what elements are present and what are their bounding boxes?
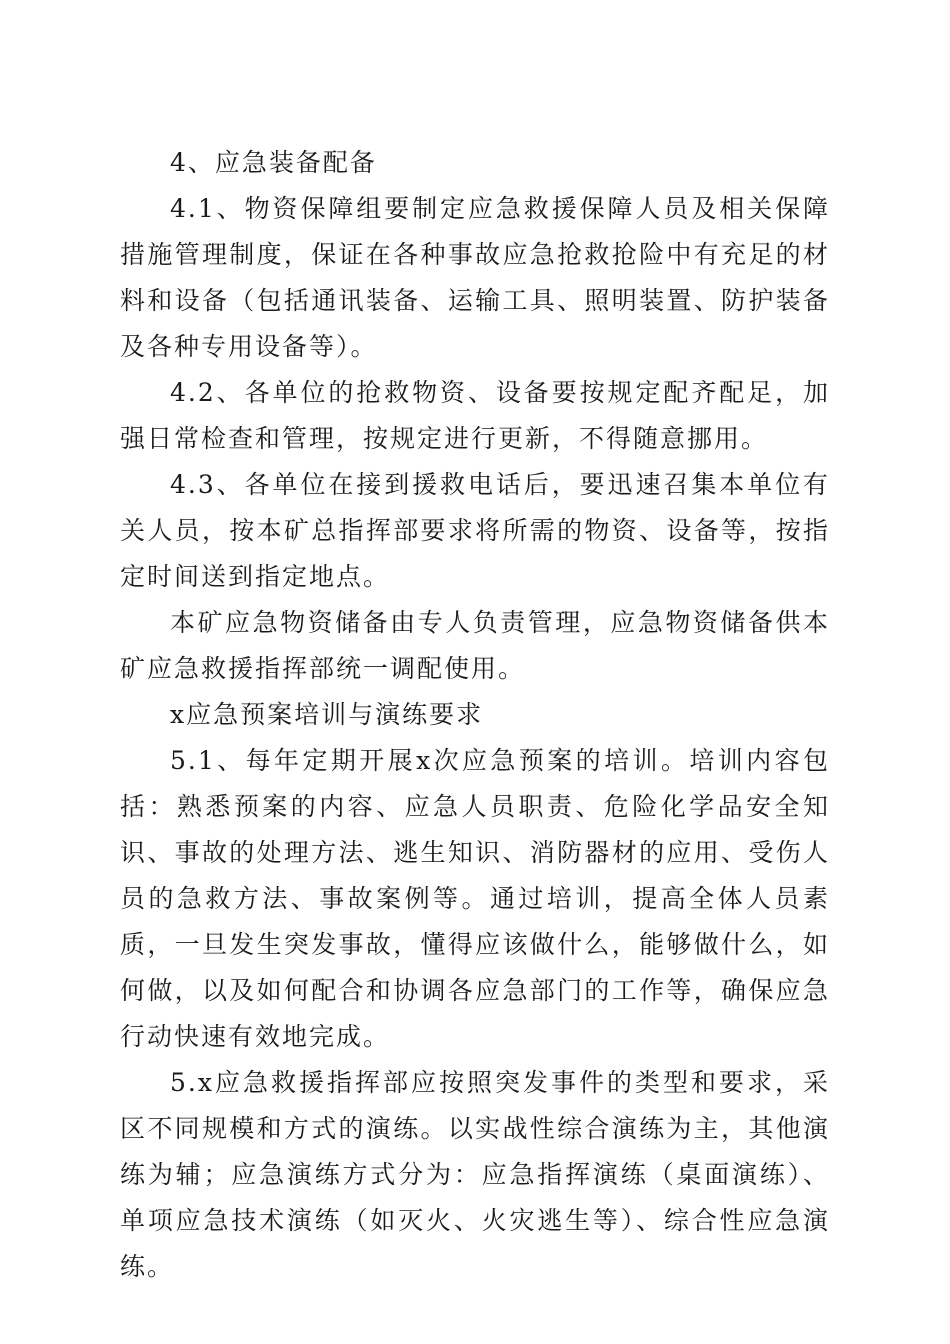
paragraph-4-2: 4.2、各单位的抢救物资、设备要按规定配齐配足，加强日常检查和管理，按规定进行更新，不得随意挪用。 <box>120 378 830 453</box>
paragraph-4-3: 4.3、各单位在接到援救电话后，要迅速召集本单位有关人员，按本矿总指挥部要求将所需的物资、设备等，按指定时间送到指定地点。 <box>120 470 830 591</box>
paragraph-5-x: 5.x应急救援指挥部应按照突发事件的类型和要求，采区不同规模和方式的演练。以实战性综合演练为主，其他演练为辅；应急演练方式分为：应急指挥演练（桌面演练）、单项应急技术演练（如灭火、火灾逃生等）、综合性应急演练。 <box>120 1068 830 1281</box>
paragraph-reserve: 本矿应急物资储备由专人负责管理，应急物资储备供本矿应急救援指挥部统一调配使用。 <box>120 608 830 683</box>
paragraph-4-1: 4.1、物资保障组要制定应急救援保障人员及相关保障措施管理制度，保证在各种事故应急抢救抢险中有充足的材料和设备（包括通讯装备、运输工具、照明装置、防护装备及各种专用设备等）。 <box>120 194 830 361</box>
paragraph-5-1: 5.1、每年定期开展x次应急预案的培训。培训内容包括：熟悉预案的内容、应急人员职责、危险化学品安全知识、事故的处理方法、逃生知识、消防器材的应用、受伤人员的急救方法、事故案例等。通过培训，提高全体人员素质，一旦发生突发事故，懂得应该做什么，能够做什么，如何做，以及如何配合和协调各应急部门的工作等，确保应急行动快速有效地完成。 <box>120 746 830 1051</box>
document-body <box>120 140 830 1290</box>
section-heading-training: x应急预案培训与演练要求 <box>170 700 484 729</box>
section-heading-equipment: 4、应急装备配备 <box>170 148 377 177</box>
